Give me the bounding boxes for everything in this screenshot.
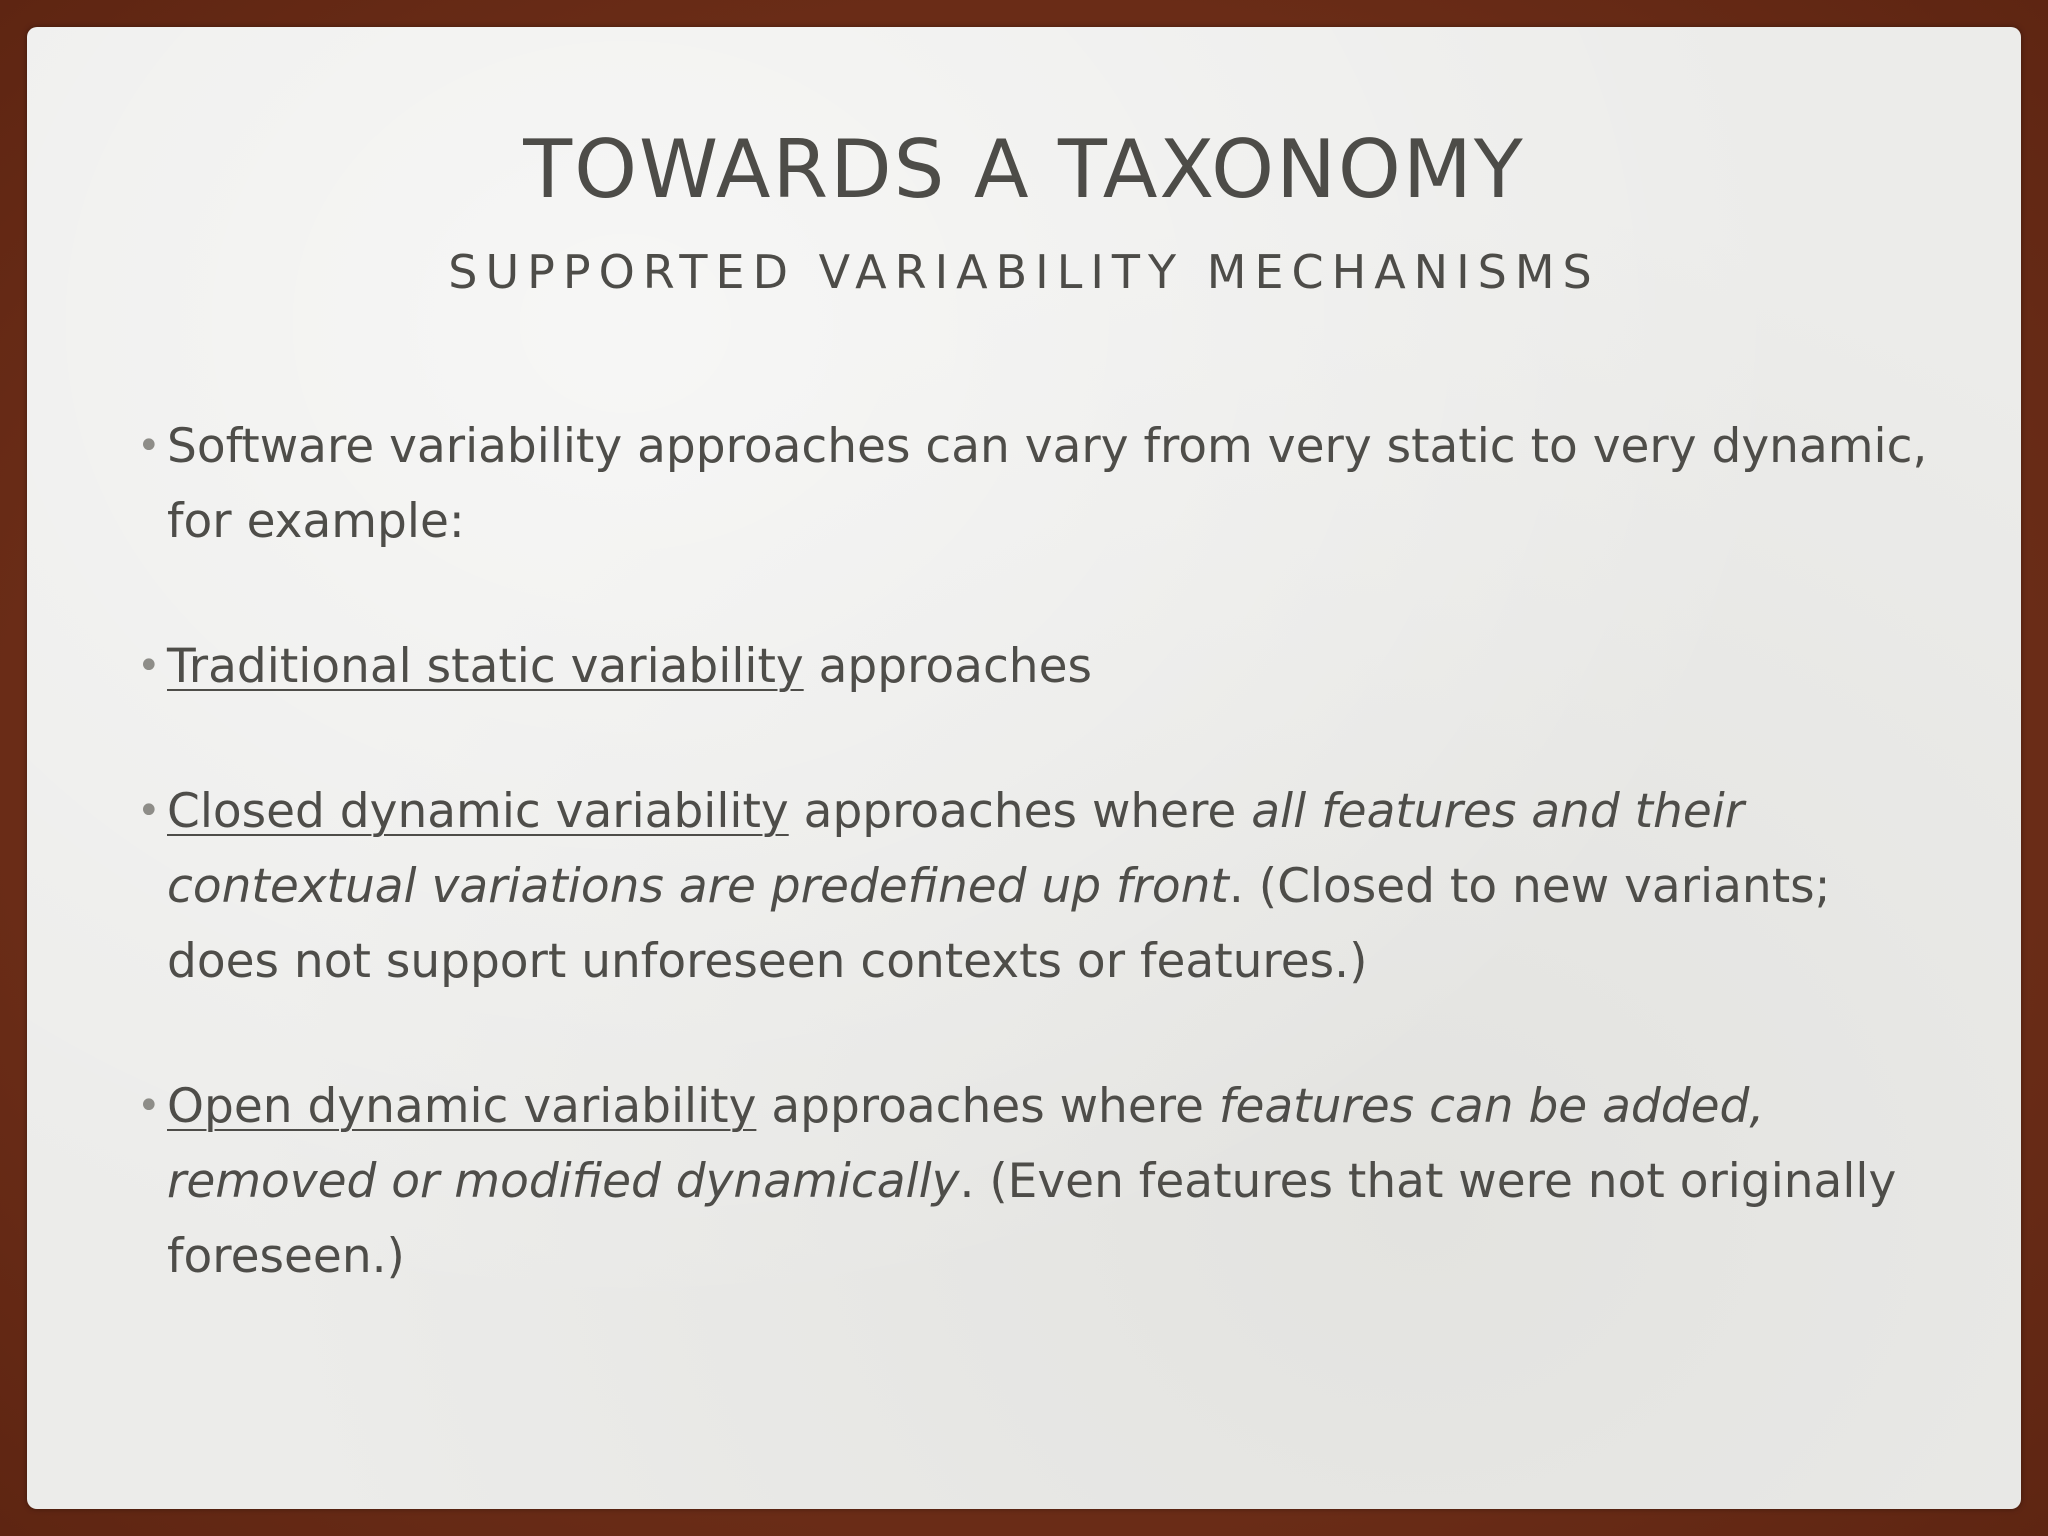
bullet-icon: • xyxy=(137,1083,161,1129)
bullet-italic-text: all features and their contextual variations are predefined up front xyxy=(167,784,1745,914)
bullet-text: approaches where xyxy=(756,1079,1219,1134)
bullet-italic-text: features can be added, removed or modified dynamically xyxy=(167,1079,1765,1209)
slide xyxy=(27,27,2021,1509)
slide-title: TOWARDS A TAXONOMY xyxy=(523,123,1525,216)
bullet-icon: • xyxy=(137,788,161,834)
bullet-tail-text: . (Closed to new variants; does not support unforeseen contexts or features.) xyxy=(167,859,1831,989)
slide-subtitle: SUPPORTED VARIABILITY MECHANISMS xyxy=(448,245,1600,299)
bullet-item xyxy=(137,774,1957,999)
bullet-list xyxy=(137,409,1957,1364)
bullet-item xyxy=(137,1069,1957,1294)
bullet-text: approaches where xyxy=(788,784,1252,839)
bullet-underlined-term: Closed dynamic variability xyxy=(167,784,789,839)
bullet-underlined-term: Open dynamic variability xyxy=(167,1079,757,1134)
bullet-text: approaches xyxy=(803,639,1092,694)
bullet-underlined-term: Traditional static variability xyxy=(167,639,804,694)
bullet-text: Software variability approaches can vary from very static to very dynamic, for example: xyxy=(167,419,1928,549)
bullet-icon: • xyxy=(137,643,161,689)
bullet-icon: • xyxy=(137,423,161,469)
bullet-item xyxy=(137,629,1957,704)
bullet-tail-text: . (Even features that were not originally foreseen.) xyxy=(167,1154,1897,1284)
bullet-item xyxy=(137,409,1957,559)
